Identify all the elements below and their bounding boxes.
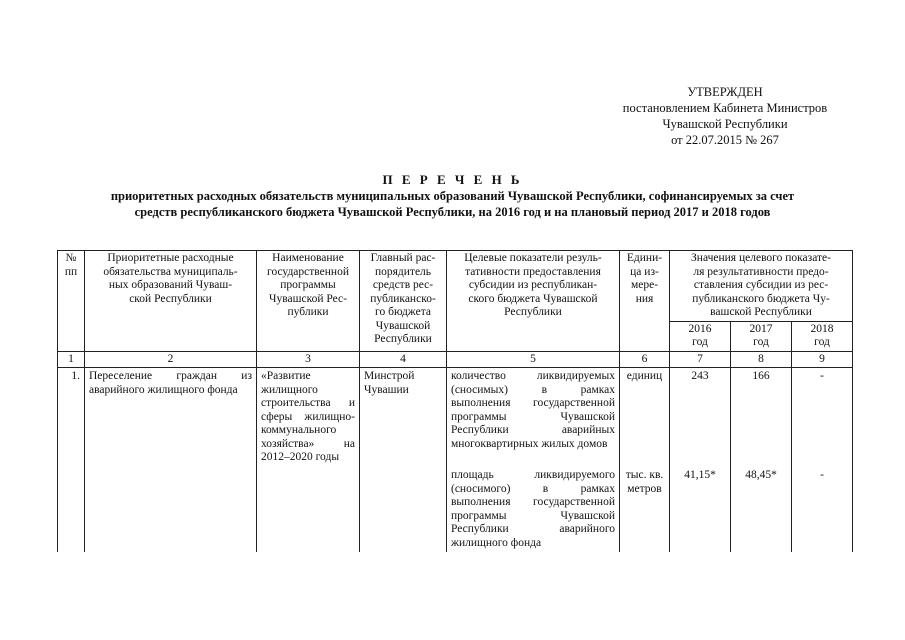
spacer-cell <box>731 453 792 467</box>
indicator-cell: количество ликвидируемых (сносимых) в рамках выполнения государственной программы Чувашской Республики аварийных многоквартирных жилых домов <box>447 368 620 454</box>
document-subtitle <box>40 188 865 220</box>
header-year-2017: 2017 год <box>731 321 792 351</box>
obligations-table <box>57 250 853 552</box>
subtitle-line-2: средств республиканского бюджета Чувашской Республики, на 2016 год и на плановый период 2017 и 2018 годов <box>134 205 771 219</box>
column-number: 4 <box>360 351 447 368</box>
column-number: 3 <box>257 351 360 368</box>
spacer-cell <box>792 453 853 467</box>
approval-stamp <box>560 84 890 148</box>
subtitle-line-1: приоритетных расходных обязательств муниципальных образований Чувашской Республики, софинансируемых за счет <box>110 189 795 203</box>
header-program: Наименование государственной программы Чувашской Рес- публики <box>257 251 360 352</box>
obligation-cell: Переселение граждан из аварийного жилищного фонда <box>85 368 257 553</box>
spacer-cell <box>620 453 670 467</box>
column-number: 9 <box>792 351 853 368</box>
header-year-2016: 2016 год <box>670 321 731 351</box>
indicator-cell: площадь ликвидируемого (сносимого) в рамках выполнения государственной программы Чувашской Республики аварийного жилищного фонда <box>447 467 620 552</box>
header-num: № пп <box>58 251 85 352</box>
document-title: П Е Р Е Ч Е Н Ь <box>382 172 523 187</box>
header-values: Значения целевого показате- ля результативности предо- ставления субсидии из рес- публиканского бюджета Чу- вашской Республики <box>670 251 853 322</box>
column-number: 5 <box>447 351 620 368</box>
row-number: 1. <box>58 368 85 553</box>
unit-cell: тыс. кв. метров <box>620 467 670 552</box>
value-2016-cell: 41,15* <box>670 467 731 552</box>
program-cell: «Развитие жилищного строительства и сферы жилищно-коммунального хозяйства» на 2012–2020 годы <box>257 368 360 553</box>
column-number: 8 <box>731 351 792 368</box>
header-unit: Едини- ца из- мере- ния <box>620 251 670 352</box>
unit-cell: единиц <box>620 368 670 454</box>
column-number-row <box>58 351 853 368</box>
approval-line-2: постановлением Кабинета Министров <box>622 101 828 115</box>
manager-cell: Минстрой Чувашии <box>360 368 447 553</box>
value-2016-cell: 243 <box>670 368 731 454</box>
header-manager: Главный рас- порядитель средств рес- публиканско- го бюджета Чувашской Республики <box>360 251 447 352</box>
value-2018-cell: - <box>792 467 853 552</box>
column-number: 2 <box>85 351 257 368</box>
table-row <box>58 368 853 454</box>
approval-line-3: Чувашской Республики <box>662 117 788 131</box>
header-year-2018: 2018 год <box>792 321 853 351</box>
column-number: 6 <box>620 351 670 368</box>
value-2018-cell: - <box>792 368 853 454</box>
spacer-cell <box>670 453 731 467</box>
value-2017-cell: 166 <box>731 368 792 454</box>
value-2017-cell: 48,45* <box>731 467 792 552</box>
header-obligations: Приоритетные расходные обязательства муниципаль- ных образований Чуваш- ской Республики <box>85 251 257 352</box>
spacer-cell <box>447 453 620 467</box>
approval-line-4: от 22.07.2015 № 267 <box>671 133 779 147</box>
column-number: 7 <box>670 351 731 368</box>
column-number: 1 <box>58 351 85 368</box>
header-indicators: Целевые показатели резуль- тативности предоставления субсидии из республикан- ского бюджета Чувашской Республики <box>447 251 620 352</box>
approval-line-1: УТВЕРЖДЕН <box>687 85 763 99</box>
